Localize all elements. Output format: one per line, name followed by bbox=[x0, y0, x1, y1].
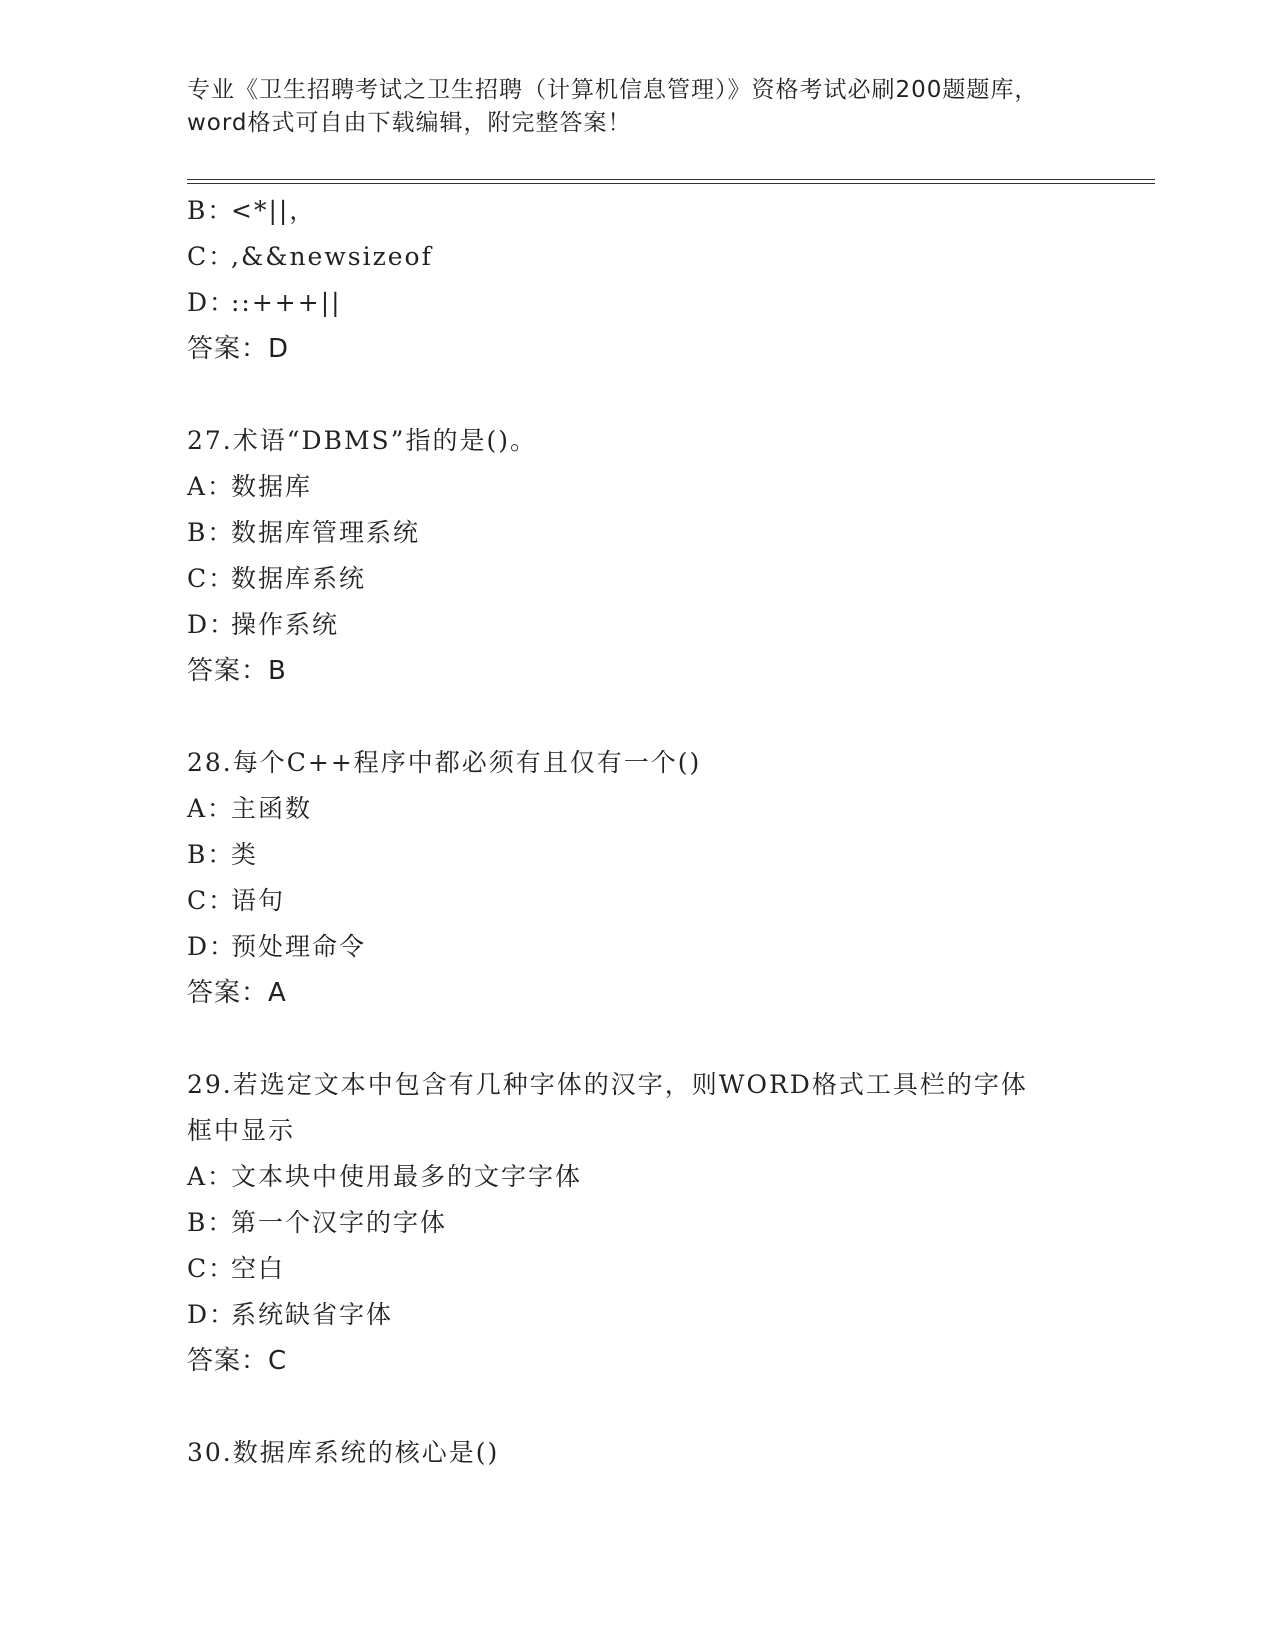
question-26-continued bbox=[187, 188, 1087, 372]
option-prefix: B： bbox=[187, 1208, 235, 1237]
option-a bbox=[187, 1154, 1087, 1200]
option-a bbox=[187, 464, 1087, 510]
header-title-line-2: word格式可自由下载编辑，附完整答案！ bbox=[187, 110, 632, 136]
option-d bbox=[187, 924, 1087, 970]
option-text: 空白 bbox=[231, 1254, 286, 1283]
question-stem: 30.数据库系统的核心是() bbox=[187, 1438, 500, 1467]
option-text: 系统缺省字体 bbox=[231, 1300, 394, 1329]
option-c bbox=[187, 1246, 1087, 1292]
document-header bbox=[187, 74, 1087, 140]
question-27 bbox=[187, 418, 1087, 694]
option-text: 主函数 bbox=[231, 794, 313, 823]
question-stem-line-1: 29.若选定文本中包含有几种字体的汉字，则WORD格式工具栏的字体 bbox=[187, 1070, 1028, 1099]
option-text: 数据库管理系统 bbox=[231, 518, 421, 547]
option-prefix: D： bbox=[187, 932, 237, 961]
option-text: ::+++|| bbox=[231, 288, 342, 317]
option-prefix: B： bbox=[187, 518, 235, 547]
question-list bbox=[187, 188, 1087, 1476]
option-d bbox=[187, 1292, 1087, 1338]
spacer bbox=[187, 1016, 1087, 1062]
option-prefix: D： bbox=[187, 288, 237, 317]
option-prefix: D： bbox=[187, 1300, 237, 1329]
option-text: 文本块中使用最多的文字字体 bbox=[231, 1162, 583, 1191]
question-29 bbox=[187, 1062, 1087, 1384]
option-text: 预处理命令 bbox=[231, 932, 367, 961]
option-text: <*||， bbox=[231, 196, 317, 225]
spacer bbox=[187, 372, 1087, 418]
option-b bbox=[187, 188, 1087, 234]
option-d bbox=[187, 602, 1087, 648]
answer-line: 答案：C bbox=[187, 1346, 288, 1376]
answer-line: 答案：A bbox=[187, 978, 287, 1008]
answer-line: 答案：D bbox=[187, 334, 290, 364]
option-prefix: C： bbox=[187, 242, 236, 271]
option-prefix: C： bbox=[187, 1254, 236, 1283]
header-divider-bottom bbox=[187, 183, 1155, 184]
header-divider-top bbox=[187, 179, 1155, 180]
option-c bbox=[187, 878, 1087, 924]
spacer bbox=[187, 694, 1087, 740]
option-prefix: A： bbox=[187, 472, 235, 501]
header-title-line-1: 专业《卫生招聘考试之卫生招聘（计算机信息管理）》资格考试必刷200题题库， bbox=[187, 77, 1039, 103]
question-30 bbox=[187, 1430, 1087, 1476]
option-prefix: B： bbox=[187, 196, 235, 225]
option-text: 数据库 bbox=[231, 472, 313, 501]
question-stem-line-2: 框中显示 bbox=[187, 1116, 296, 1145]
option-prefix: A： bbox=[187, 1162, 235, 1191]
option-b bbox=[187, 832, 1087, 878]
option-text: ,&&newsizeof bbox=[231, 242, 433, 271]
option-prefix: D： bbox=[187, 610, 237, 639]
spacer bbox=[187, 1384, 1087, 1430]
question-28 bbox=[187, 740, 1087, 1016]
option-prefix: B： bbox=[187, 840, 235, 869]
option-a bbox=[187, 786, 1087, 832]
option-text: 第一个汉字的字体 bbox=[231, 1208, 448, 1237]
option-text: 语句 bbox=[231, 886, 286, 915]
option-b bbox=[187, 1200, 1087, 1246]
option-d bbox=[187, 280, 1087, 326]
option-prefix: C： bbox=[187, 886, 236, 915]
option-prefix: C： bbox=[187, 564, 236, 593]
option-text: 数据库系统 bbox=[231, 564, 367, 593]
question-stem: 28.每个C++程序中都必须有且仅有一个() bbox=[187, 748, 702, 777]
answer-line: 答案：B bbox=[187, 656, 287, 686]
option-text: 操作系统 bbox=[231, 610, 340, 639]
option-c bbox=[187, 234, 1087, 280]
option-prefix: A： bbox=[187, 794, 235, 823]
option-text: 类 bbox=[231, 840, 259, 869]
question-stem: 27.术语“DBMS”指的是()。 bbox=[187, 426, 537, 455]
option-b bbox=[187, 510, 1087, 556]
option-c bbox=[187, 556, 1087, 602]
